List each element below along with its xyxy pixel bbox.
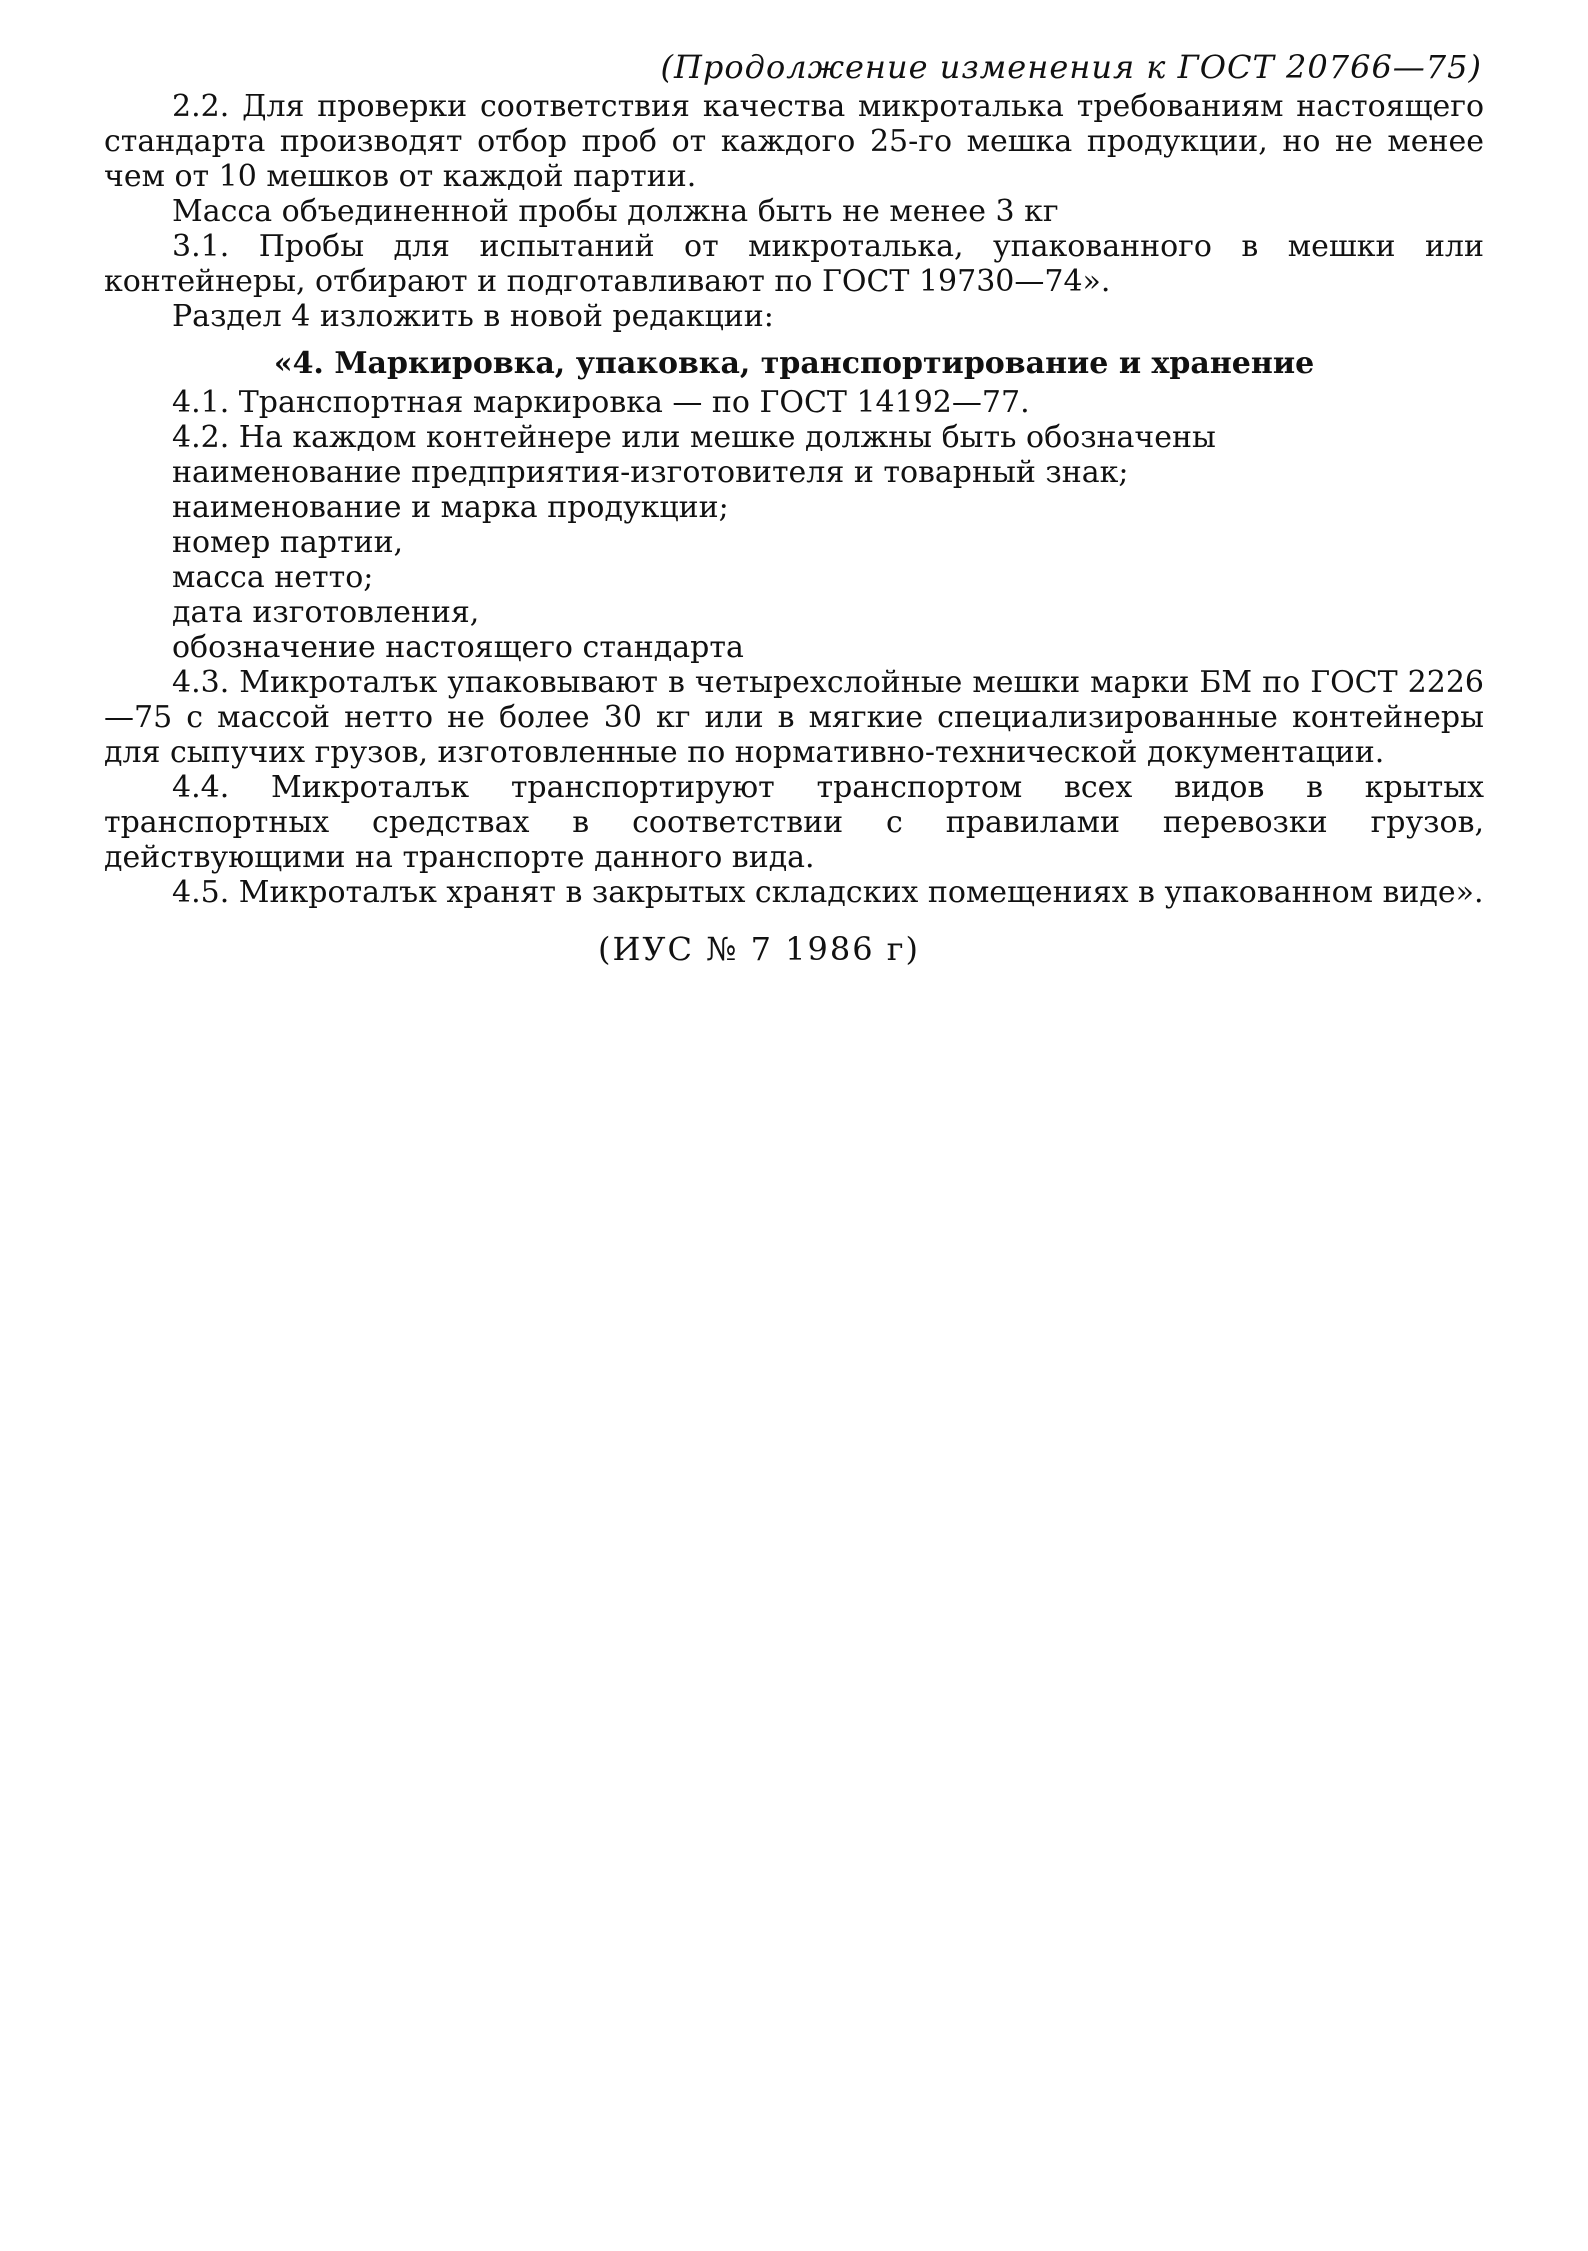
paragraph-3-1: 3.1. Пробы для испытаний от микроталька, упакованного в мешки или контейнеры, отбирают и подготавливают по ГОСТ 19730—74». — [104, 229, 1484, 299]
marking-item: наименование и марка продукции; — [172, 490, 729, 525]
marking-list — [104, 455, 1484, 665]
paragraph-2-2: 2.2. Для проверки соответствия качества микроталька требованиям настоящего стандарта производят отбор проб от каждого 25-го мешка продукции, но не менее чем от 10 мешков от каждой партии. — [104, 89, 1484, 194]
paragraph-section4-intro: Раздел 4 изложить в новой редакции: — [172, 299, 774, 334]
marking-item: обозначение настоящего стандарта — [172, 630, 744, 665]
paragraph-sample-mass: Масса объединенной пробы должна быть не менее 3 кг — [172, 194, 1059, 229]
paragraph-4-4: 4.4. Микроталък транспортируют транспортом всех видов в крытых транспортных средствах в соответствии с правилами перевозки грузов, действующими на транспорте данного вида. — [104, 770, 1484, 875]
marking-item: дата изготовления, — [172, 595, 480, 630]
marking-item: номер партии, — [172, 525, 404, 560]
paragraph-4-1: 4.1. Транспортная маркировка — по ГОСТ 14192—77. — [172, 385, 1030, 420]
marking-item: наименование предприятия-изготовителя и товарный знак; — [172, 455, 1129, 490]
paragraph-4-5: 4.5. Микроталък хранят в закрытых складских помещениях в упакованном виде». — [172, 875, 1484, 910]
paragraph-4-3: 4.3. Микроталък упаковывают в четырехслойные мешки марки БМ по ГОСТ 2226—75 с массой нетто не более 30 кг или в мягкие специализированные контейнеры для сыпучих грузов, изготовленные по нормативно-технической документации. — [104, 665, 1484, 770]
marking-item: масса нетто; — [172, 560, 374, 595]
continuation-header: (Продолжение изменения к ГОСТ 20766—75) — [660, 48, 1482, 86]
section-4-heading: «4. Маркировка, упаковка, транспортирование и хранение — [273, 346, 1315, 381]
paragraph-4-2: 4.2. На каждом контейнере или мешке должны быть обозначены — [172, 420, 1216, 455]
document-text — [104, 50, 1484, 967]
ius-reference: (ИУС № 7 1986 г) — [597, 930, 920, 968]
